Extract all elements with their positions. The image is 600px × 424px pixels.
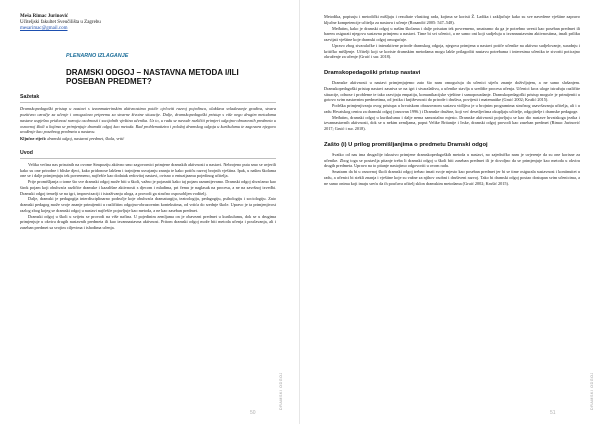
section1-paragraph: Dramske aktivnosti u nastavi primjenjujemo zato što nam omogućuju da učenici stječu znanje doživljajem, a ne samo slušanjem. Dramskopedagoški pristup nastavi zasniva se na igri i stvaralaštvu, a učenike stavlja u središte procesa učenja. Učenici kroz uloge istražuju različite situacije, odnose i probleme te tako razvijaju empatiju, komunikacijske vještine i samopouzdanje. Dramskopedagoški pristup moguće je primijeniti u gotovo svim nastavnim predmetima, od jezika i književnosti do prirode i društva, povijesti i matematike (Gruić 2002; Krušić 2015). (324, 80, 580, 103)
intro-paragraph: Prije promišljanja o tome što sve dramski odgoj može biti u školi, važno je pojasniti kako taj pojam razumijevamo. Dramski odgoj shvaćamo kao širok pojam koji obuhvaća različite dramske i kazališne aktivnosti s djecom i mladima, pri čemu je naglasak na procesu, a ne na završnoj izvedbi. Dramski odgoj temelji se na igri, improvizaciji i istraživanju uloga, a provodi ga stručno osposobljen voditelj. (20, 179, 276, 196)
intro-paragraph: Dalje, dramski je pedagogija interdisciplinarno područje koje obuhvaća dramaturgiju, teatrologiju, pedagogiju, psihologiju i sociologiju. Zato dramski pedagog može svoje znanje primijeniti u različitim odgojno-obrazovnim kontekstima, od vrtića do srednje škole. Upravo je ta primjenjivost razlog zbog kojeg se dramski odgoj u nastavi najčešće pojavljuje kao metoda, a ne kao zaseban predmet. (20, 196, 276, 213)
section1-heading: Dramskopedagoški pristup nastavi (324, 70, 421, 76)
page-number-left: 50 (250, 410, 256, 416)
side-running-title-left (279, 320, 287, 410)
section-label: PLENARNO IZLAGANJE (66, 52, 129, 59)
keywords-text: dramski odgoj, nastavni predmet, škola, vrtić (47, 136, 125, 142)
right-top-paragraph: Metodika, popisuju i metodički mišljaju i rezultate vlastitog rada, kojima se koristi Ž. Ladika i zaključuje kako su sve navedene vještine zapravo ključne kompetencije učitelja za nastavu i učenje (Rosandić 2005: 547–548). (324, 14, 580, 25)
keywords-label: Ključne riječi: (20, 136, 47, 142)
right-top-paragraph: Upravo zbog stvaralačke i interaktivne prirode dramskog odgoja, njegova primjena u nastavi potiče učenike na aktivno sudjelovanje, suradnju i kritičko mišljenje. Učitelji koji se koriste dramskim metodama mogu lakše prilagoditi nastavu potrebama i interesima učenika te stvoriti poticajno okruženje za učenje (Gruić i sur. 2018). (324, 42, 580, 60)
intro-heading: Uvod (20, 149, 33, 156)
section1-paragraph: Podrška primjenjivanja ovog pristupa u hrvatskom obrazovnom sustavu vidljiva je u brojnim programima stručnog usavršavanja učitelja, ali i u radu Hrvatskog centra za dramski odgoj (osnovan 1996.) i Dramske družine, koji već desetljećima okupljaju učitelje, odgojitelje i dramske pedagoge. (324, 103, 580, 114)
article-title: DRAMSKI ODGOJ – NASTAVNA METODA I/ILI POSEBAN PREDMET? (66, 67, 239, 87)
section2-heading: Zašto (i) U prilog promišljanjima o predmetu Dramski odgoj (324, 141, 488, 148)
side-running-title-right (590, 320, 598, 410)
side-text-left: DRAMSKI ODGOJ (279, 372, 283, 410)
section2-paragraph: Svatko od nas ima drugačije iskustvo primjene dramskopedagoških metoda u nastavi, no zajedničko nam je uvjerenje da su one korisne za učenike. Zbog toga se postavlja pitanje treba li dramski odgoj u školi biti zaseban predmet ili je dovoljno da se primjenjuje kao metoda u okviru drugih predmeta. Upravo na to pitanje nastojimo odgovoriti u ovom radu. (324, 151, 580, 169)
abstract-text: Dramskopedagoški pristup u nastavi s izvanmaterinskim aktivnostima potiče cjeloviti razvoj pojedinca, olakšava svladavanje gradiva, stvara pozitivno ozračje za učenje i omogućava pripremu za stvarne životne situacije. Dalje, dramskopedagoški pristup s više nego drugim metodama nastave uspješno pridonosi razvoju osobnosti i socijalnih vještina učenika. Uz to, u radu se navode različiti primjeri odgojno-obrazovnih predmeta u osnovnoj školi u kojima se primjenjuje dramski odgoj kao metoda. Rad problematizira i položaj dramskog odgoja u kurikulumu te zagovara njegovo uvođenje kao posebnog predmeta u nastavu. (20, 106, 276, 135)
side-text-right: DRAMSKI ODGOJ (590, 372, 594, 410)
section1-paragraph: Međutim, dramski odgoj u kurikulumu i dalje nema samostalno mjesto. Dramske aktivnosti pojavljuju se kao dio nastave hrvatskoga jezika i izvannastavnih aktivnosti, dok se u nekim zemljama, poput Velike Britanije i Irske, dramski odgoj provodi kao zaseban predmet (Rimac Jurinović 2017; Gruić i sur. 2018). (324, 114, 580, 131)
author-affiliation: Učiteljski fakultet Sveučilišta u Zagrebu (20, 20, 101, 26)
author-email-link[interactable]: mesarimac@gmail.com (20, 26, 68, 32)
intro-paragraph: Dramski odgoj u školi u svijetu se provodi na više načina. U pojedinim zemljama on je obavezni predmet u kurikulumu, dok se u drugima primjenjuje u okviru drugih nastavnih predmeta ili kao izvannastavna aktivnost. Pritom dramski odgoj može biti metoda učenja i poučavanja, ali i zaseban predmet sa svojim ciljevima i ishodima učenja. (20, 213, 276, 231)
intro-paragraph: Velika većina nas prisutnih na ovome Simpoziju aktivno smo zagovornici primjene dramskih aktivnosti u nastavi. Nebrojeno puta smo se uvjerili kako su one prirodne i bliske djeci, kako pridonose lakšem i trajnijem usvajanju znanja te kako potiču razvoj brojnih vještina. Ipak, u našim školama one se i dalje primjenjuju tek povremeno, najčešće kao dodatak redovitoj nastavi, ovisno o entuzijazmu pojedinog učitelja. (20, 161, 276, 179)
page-number-right: 51 (550, 410, 556, 416)
keywords-line (20, 136, 276, 142)
right-top-paragraph: Međutim, kako je dramski odgoj u našim školama i dalje prisutan tek povremeno, smatramo da ga je potrebno uvesti kao poseban predmet ili barem osigurati njegovu sustavnu primjenu u nastavi. Time bi svi učenici, a ne samo oni koji sudjeluju u izvannastavnim aktivnostima, imali priliku razvijati vještine koje dramski odgoj omogućuje. (324, 25, 580, 42)
intro-divider (20, 158, 276, 159)
author-block (20, 14, 276, 33)
abstract-divider (20, 102, 276, 103)
author-name: Meša Rimac Jurinović (20, 14, 69, 19)
right-page (300, 0, 600, 424)
section2-paragraph: Smatram da bi u osnovnoj školi dramski odgoj trebao imati svoje mjesto kao poseban predmet jer bi se time osigurala sustavnost i kontinuitet u radu, a učenici bi stekli znanja i vještine koje su važne za njihov osobni i društveni razvoj. Tako bi dramski odgoj postao dostupan svim učenicima, a ne samo onima koji imaju sreću da ih poučava učitelj sklon dramskim metodama (Gruić 2002; Krušić 2015). (324, 169, 580, 186)
abstract-heading: Sažetak (20, 94, 40, 101)
